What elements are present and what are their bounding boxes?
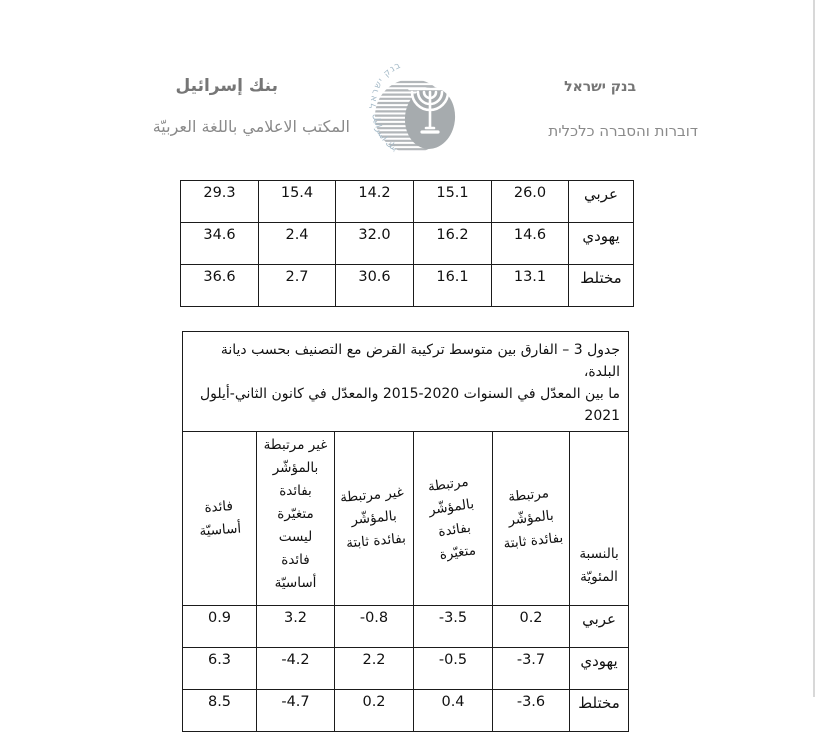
header-linked-variable: مرتبطة بالمؤشّر بفائدة متغيّرة [414,432,493,606]
table-3-title [183,332,629,432]
cell: 14.2 [336,181,414,223]
letterhead-hebrew-title: בנק ישראל [564,79,636,95]
row-label: يهودي [570,648,629,690]
table-3-title-row [183,332,629,432]
cell: 29.3 [181,181,259,223]
table-row-arab [181,181,634,223]
cell: 8.5 [183,690,257,732]
letterhead-hebrew-subtitle: דוברות והסברה כלכלית [548,122,698,140]
cell: 0.4 [414,690,493,732]
header-unlinked-fixed: غير مرتبطة بالمؤشّر بفائدة ثابتة [335,432,414,606]
row-label: عربي [570,606,629,648]
cell: 2.2 [335,648,414,690]
header-base-interest: فائدة أساسيّة [183,432,257,606]
cell: 14.6 [492,223,569,265]
header-linked-fixed: مرتبطة بالمؤشّر بفائدة ثابتة [493,432,570,606]
cell: 0.2 [493,606,570,648]
cell: 0.9 [183,606,257,648]
cell: 2.7 [259,265,336,307]
letterhead-arabic-title: بنك إسرائيل [175,76,278,96]
cell: 16.2 [414,223,492,265]
logo-ring-hebrew-text: בנק ישראל [368,62,403,109]
cell: 3.2 [257,606,335,648]
table-row-arab [183,606,629,648]
cell: 30.6 [336,265,414,307]
header-in-percent: بالنسبة المئويّة [570,432,629,606]
cell: 2.4 [259,223,336,265]
letterhead-arabic-subtitle: المكتب الاعلامي باللغة العربيّة [152,117,350,136]
table-row-mixed [181,265,634,307]
logo-ring-arabic-text: بنك اسرائيل [370,113,399,154]
row-label: يهودي [569,223,634,265]
cell: 36.6 [181,265,259,307]
cell: 26.0 [492,181,569,223]
table-2-continuation [180,180,634,307]
table-3-title-line1: جدول 3 – الفارق بين متوسط تركيبة القرض مع التصنيف بحسب ديانة البلدة، [220,342,621,380]
cell: 0.2 [335,690,414,732]
cell: 15.1 [414,181,492,223]
cell: 16.1 [414,265,492,307]
cell: -3.5 [414,606,493,648]
table-row-jewish [183,648,629,690]
svg-text:בנק ישראל [369,62,403,108]
row-label: مختلط [570,690,629,732]
bank-of-israel-logo-icon [366,62,466,162]
table-row-jewish [181,223,634,265]
page-right-edge [813,0,815,697]
cell: 34.6 [181,223,259,265]
cell: 15.4 [259,181,336,223]
cell: -3.6 [493,690,570,732]
cell: -3.7 [493,648,570,690]
cell: -0.5 [414,648,493,690]
cell: 6.3 [183,648,257,690]
cell: -4.2 [257,648,335,690]
cell: 13.1 [492,265,569,307]
row-label: عربي [569,181,634,223]
table-3-title-line2: ما بين المعدّل في السنوات 2020-2015 والمعدّل في كانون الثاني-أيلول 2021 [199,386,621,424]
header-unlinked-variable-not-base: غير مرتبطة بالمؤشّر بفائدة متغيّرة ليست فائدة أساسيّة [257,432,335,606]
cell: 32.0 [336,223,414,265]
table-row-mixed [183,690,629,732]
cell: -4.7 [257,690,335,732]
table-3 [182,331,629,732]
cell: -0.8 [335,606,414,648]
table-3-header-row [183,432,629,606]
row-label: مختلط [569,265,634,307]
